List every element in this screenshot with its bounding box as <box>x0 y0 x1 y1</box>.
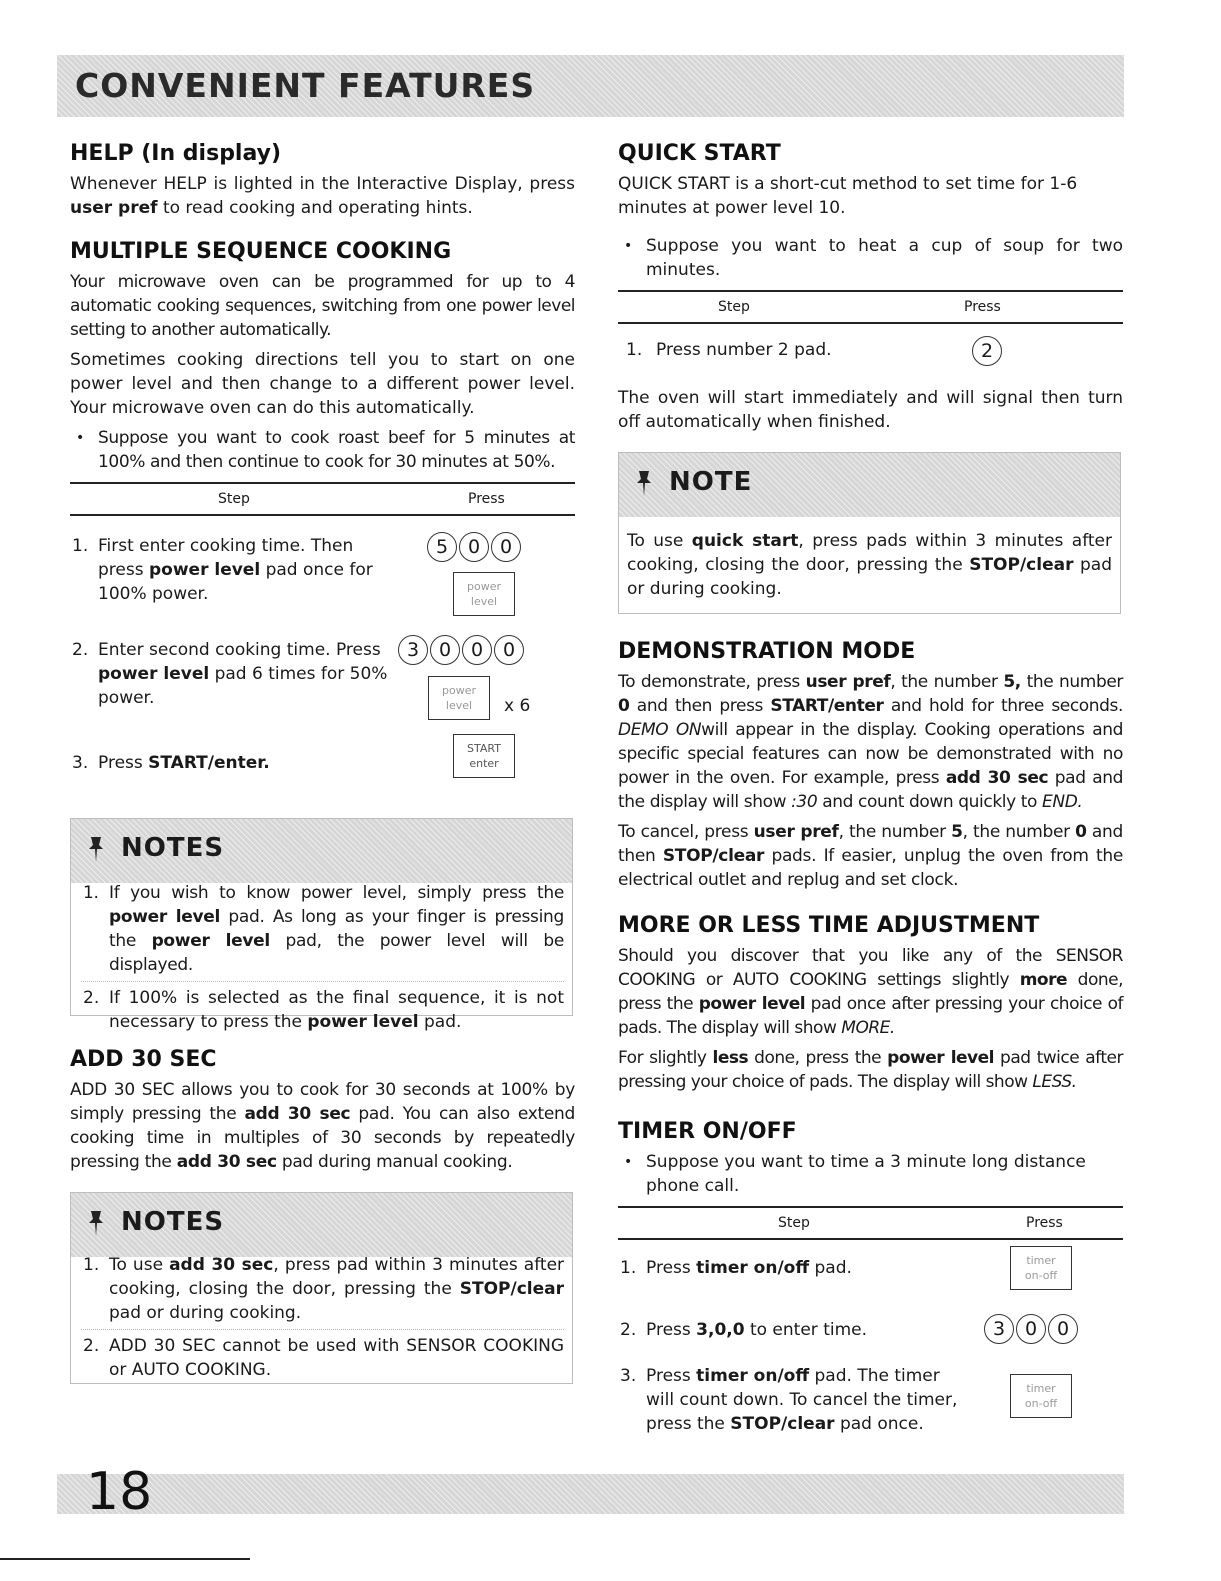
number-pad-3: 3 <box>984 1314 1014 1344</box>
notes-title-text: NOTES <box>121 833 225 863</box>
more-text: Should you discover that you like any of the SENSOR COOKING or AUTO COOKING settings slightly <box>618 946 1123 990</box>
number-pad-0: 0 <box>1016 1314 1046 1344</box>
power-level-pad <box>453 572 515 616</box>
note-box-3 <box>618 452 1121 614</box>
demo-bold: STOP/clear <box>662 846 765 866</box>
note-text: If 100% is selected as the final sequence, it is not necessary to press the <box>109 988 564 1032</box>
step-column-label: Step <box>778 1215 810 1231</box>
start-enter-pad <box>453 734 515 778</box>
quick-step <box>618 324 1123 372</box>
timer-bullet: • Suppose you want to time a 3 minute long distance phone call. <box>618 1150 1123 1198</box>
note-item <box>81 1253 564 1325</box>
add30-section <box>70 1046 575 1180</box>
step-text: First enter cooking time. Then press <box>98 536 354 580</box>
notes-body <box>81 1253 564 1386</box>
number-pad-5: 5 <box>427 532 457 562</box>
help-text-2: to read cooking and operating hints. <box>157 198 473 218</box>
step-text: Enter second cooking time. Press <box>98 640 381 660</box>
demo-bold: user pref <box>805 672 891 692</box>
multiple-step-2 <box>70 638 400 710</box>
note-text: ADD 30 SEC cannot be used with SENSOR COOKING or AUTO COOKING. <box>109 1336 564 1380</box>
note-bold: STOP/clear <box>459 1279 564 1299</box>
timer-steps <box>618 1240 1123 1450</box>
note-text: pad, the power level will be displayed. <box>109 931 564 975</box>
step-bold: STOP/clear <box>730 1414 835 1434</box>
demo-heading: DEMONSTRATION MODE <box>618 639 916 664</box>
help-text-1: Whenever HELP is lighted in the Interactive Display, press <box>70 174 575 194</box>
step-text: to enter time. <box>744 1320 867 1340</box>
pad-label: power <box>442 684 476 697</box>
demo-bold: START/enter <box>770 696 884 716</box>
note-bold: add 30 sec <box>169 1255 274 1275</box>
pad-label: START <box>467 742 501 755</box>
header-bar <box>57 55 1124 117</box>
demo-text: , the number <box>838 822 952 842</box>
press-column-label: Press <box>1026 1215 1063 1231</box>
demo-text: and then <box>618 822 1124 866</box>
quick-after: The oven will start immediately and will signal then turn off automatically when finished. <box>618 388 1123 432</box>
note-text: To use <box>109 1255 170 1275</box>
step-text: Press <box>98 753 149 773</box>
step-number: 3. <box>72 753 89 773</box>
step-text: pad. <box>809 1258 852 1278</box>
number-pad-0: 0 <box>459 532 489 562</box>
left-column <box>70 140 575 806</box>
note-text: pad or during cooking. <box>109 1303 302 1323</box>
step-number: 1. <box>72 536 89 556</box>
pad-label: timer <box>1026 1382 1056 1395</box>
demo-section <box>618 638 1123 898</box>
multiple-bullet: • Suppose you want to cook roast beef for 5 minutes at 100% and then continue to cook for 30 minutes at 50%. <box>70 426 575 474</box>
demo-bold: 0 <box>1075 822 1087 842</box>
demo-para-2 <box>618 820 1123 892</box>
demo-italic: :30 <box>791 792 818 812</box>
step-column-label: Step <box>218 491 250 507</box>
bottom-rule <box>0 1558 250 1560</box>
demo-text: pad and the display will show <box>618 768 1124 812</box>
divider <box>81 1329 564 1330</box>
notes-title <box>87 833 224 863</box>
more-bold: power level <box>887 1048 994 1068</box>
demo-bold: 5, <box>1003 672 1021 692</box>
press-column-label: Press <box>468 491 505 507</box>
pad-label: on-off <box>1024 1397 1058 1410</box>
times-six-label: x 6 <box>504 696 531 716</box>
step-number: 1. <box>626 340 643 360</box>
multiple-step-3 <box>70 751 400 775</box>
demo-text: will appear in the display. Cooking operations and specific special features can now be demonstrated with no power in the oven. For example, press <box>618 720 1123 788</box>
demo-text: and count down quickly to <box>817 792 1043 812</box>
timer-section <box>618 1118 1123 1450</box>
pad-label: level <box>470 595 498 608</box>
step-number: 2. <box>72 640 89 660</box>
number-pad-3: 3 <box>398 635 428 665</box>
timer-step-1 <box>618 1256 852 1280</box>
step-1-number-pads <box>425 532 521 562</box>
step-bold: 3,0,0 <box>696 1320 745 1340</box>
help-bold: user pref <box>70 198 158 218</box>
note-header <box>619 453 1120 517</box>
number-pad-0: 0 <box>462 635 492 665</box>
note-bold: power level <box>109 907 221 927</box>
demo-text: To cancel, press <box>618 822 754 842</box>
multiple-steps-header <box>70 482 575 516</box>
more-text: pad twice after pressing your choice of pads. The display will show <box>618 1048 1123 1092</box>
more-text: done, press the <box>748 1048 888 1068</box>
divider <box>81 981 564 982</box>
number-pad-0: 0 <box>491 532 521 562</box>
timer-step-2 <box>618 1318 867 1342</box>
note-bold: quick start <box>691 531 799 551</box>
note-text-2: , press pads within 3 minutes after cooking, closing the door, pressing the <box>627 531 1112 575</box>
more-bold: less <box>712 1048 749 1068</box>
quick-number-pad <box>970 336 1002 366</box>
demo-bold: 0 <box>618 696 630 716</box>
notes-title-text: NOTES <box>121 1207 225 1237</box>
add30-text <box>70 1078 575 1174</box>
note-number: 2. <box>83 988 100 1008</box>
note-body <box>627 529 1112 607</box>
multiple-step-1 <box>70 534 400 606</box>
multiple-para-1: Your microwave oven can be programmed for up to 4 automatic cooking sequences, switching from one power level setting to another automatically. <box>70 272 575 340</box>
demo-text: the number <box>1020 672 1123 692</box>
more-bold: more <box>1019 970 1067 990</box>
demo-text: To demonstrate, press <box>618 672 806 692</box>
help-heading: HELP (In display) <box>70 141 282 166</box>
quick-heading: QUICK START <box>618 141 781 166</box>
demo-bold: user pref <box>753 822 839 842</box>
multiple-para-2: Sometimes cooking directions tell you to start on one power level and then change to a different power level. Your microwave oven can do this automatically. <box>70 350 575 418</box>
note-item <box>81 986 564 1034</box>
more-text: pad once after pressing your choice of pads. The display will show <box>618 994 1123 1038</box>
note-text <box>627 529 1112 601</box>
notes-box-1 <box>70 818 573 1032</box>
quick-bullet: • Suppose you want to heat a cup of soup for two minutes. <box>618 234 1123 282</box>
step-number: 3. <box>620 1366 637 1386</box>
pad-label: on-off <box>1024 1269 1058 1282</box>
demo-text: and then press <box>629 696 771 716</box>
notes-header <box>71 819 572 883</box>
demo-bold: 5 <box>951 822 963 842</box>
pushpin-icon <box>87 835 105 863</box>
add30-text-1: ADD 30 SEC allows you to cook for 30 seconds at 100% by simply pressing the <box>70 1080 575 1124</box>
quick-para: QUICK START is a short-cut method to set time for 1-6 minutes at power level 10. <box>618 174 1078 218</box>
note-bold: STOP/clear <box>969 555 1074 575</box>
step-bold: power level <box>98 664 210 684</box>
timer-number-pads <box>982 1314 1078 1344</box>
more-less-section <box>618 912 1123 1100</box>
more-italic: LESS. <box>1032 1072 1077 1092</box>
step-column-label: Step <box>718 299 750 315</box>
note-text: , press pad within 3 minutes after cooking, closing the door, pressing the <box>109 1255 565 1299</box>
help-text <box>70 172 575 220</box>
power-level-pad <box>428 676 490 720</box>
note-text: pad. As long as your finger is pressing the <box>109 907 564 951</box>
timer-on-off-pad <box>1010 1374 1072 1418</box>
more-heading: MORE OR LESS TIME ADJUSTMENT <box>618 913 1040 938</box>
timer-steps-header <box>618 1206 1123 1240</box>
demo-text: and hold for three seconds. <box>883 696 1124 716</box>
note-text: pad. <box>418 1012 462 1032</box>
note-item <box>81 1334 564 1382</box>
step-bold: timer on/off <box>696 1258 810 1278</box>
more-italic: MORE. <box>841 1018 895 1038</box>
multiple-steps <box>70 516 575 806</box>
notes-box-2 <box>70 1192 573 1384</box>
timer-on-off-pad <box>1010 1246 1072 1290</box>
more-para-2 <box>618 1046 1123 1094</box>
notes-header <box>71 1193 572 1257</box>
number-pad-2: 2 <box>972 336 1002 366</box>
step-bold: timer on/off <box>696 1366 810 1386</box>
add30-bold: add 30 sec <box>244 1104 351 1124</box>
add30-bold: add 30 sec <box>176 1152 277 1172</box>
notes-title <box>87 1207 224 1237</box>
timer-heading: TIMER ON/OFF <box>618 1119 797 1144</box>
add30-text-3: pad during manual cooking. <box>276 1152 513 1172</box>
demo-para-1 <box>618 670 1123 814</box>
step-number: 1. <box>620 1258 637 1278</box>
timer-step-3 <box>618 1364 958 1436</box>
page-number: 18 <box>86 1462 153 1522</box>
pad-label: enter <box>469 757 499 770</box>
note-title-text: NOTE <box>669 467 753 497</box>
step-text: Press <box>646 1320 697 1340</box>
multiple-heading: MULTIPLE SEQUENCE COOKING <box>70 239 452 264</box>
number-pad-0: 0 <box>430 635 460 665</box>
more-bold: power level <box>698 994 806 1014</box>
add30-text-2: pad. You can also extend cooking time in multiples of 30 seconds by repeatedly pressing the <box>70 1104 575 1172</box>
pad-label: timer <box>1026 1254 1056 1267</box>
step-text: Press number 2 pad. <box>656 340 832 360</box>
note-text: If you wish to know power level, simply press the <box>109 883 564 903</box>
step-2-number-pads <box>396 635 524 665</box>
add30-heading: ADD 30 SEC <box>70 1047 217 1072</box>
pushpin-icon <box>635 469 653 497</box>
note-bold: power level <box>307 1012 419 1032</box>
note-text-1: To use <box>627 531 692 551</box>
note-number: 1. <box>83 1255 100 1275</box>
note-number: 2. <box>83 1336 100 1356</box>
step-number: 2. <box>620 1320 637 1340</box>
note-text-3: pad or during cooking. <box>627 555 1112 599</box>
step-text: pad 6 times for 50% power. <box>98 664 388 708</box>
demo-text: , the number <box>890 672 1004 692</box>
pad-label: level <box>445 699 473 712</box>
demo-italic: DEMO ON <box>618 720 702 740</box>
note-title <box>635 467 752 497</box>
note-item <box>81 881 564 977</box>
quick-step-1 <box>618 338 832 362</box>
quick-steps-header <box>618 290 1123 324</box>
more-text: For slightly <box>618 1048 713 1068</box>
page-title: CONVENIENT FEATURES <box>75 66 536 105</box>
step-text: pad once for 100% power. <box>98 560 373 604</box>
step-text: pad. The timer will count down. To cancel the timer, press the <box>646 1366 958 1434</box>
pad-label: power <box>467 580 501 593</box>
step-text: Press <box>646 1366 697 1386</box>
step-bold: START/enter. <box>148 753 270 773</box>
step-text: pad once. <box>834 1414 924 1434</box>
step-bold: power level <box>148 560 261 580</box>
note-number: 1. <box>83 883 99 903</box>
number-pad-0: 0 <box>494 635 524 665</box>
more-para-1 <box>618 944 1123 1040</box>
note-bold: power level <box>151 931 270 951</box>
right-column <box>618 140 1123 440</box>
notes-body <box>81 881 564 1038</box>
number-pad-0: 0 <box>1048 1314 1078 1344</box>
step-text: Press <box>646 1258 697 1278</box>
footer-bar <box>57 1474 1124 1514</box>
demo-text: pads. If easier, unplug the oven from the electrical outlet and replug and set clock. <box>618 846 1124 890</box>
demo-italic: END. <box>1042 792 1083 812</box>
more-text: done, press the <box>618 970 1123 1014</box>
demo-text: , the number <box>962 822 1076 842</box>
demo-bold: add 30 sec <box>945 768 1049 788</box>
press-column-label: Press <box>964 299 1001 315</box>
pushpin-icon <box>87 1209 105 1237</box>
